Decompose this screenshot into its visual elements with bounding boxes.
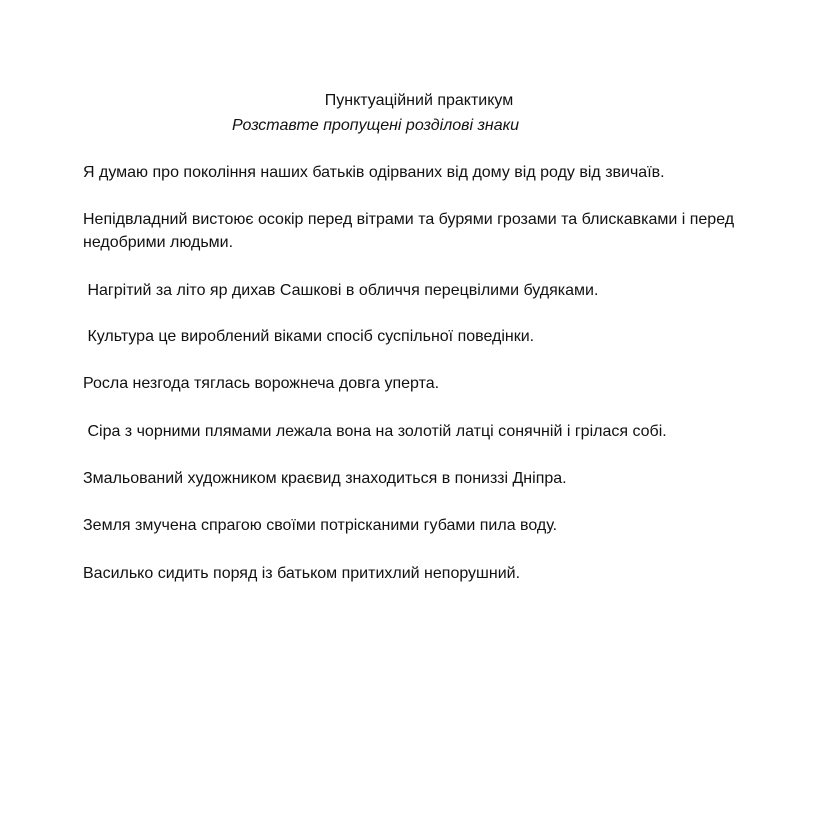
exercise-sentence: Росла незгода тяглась ворожнеча довга уперта. <box>83 375 440 392</box>
document-title: Пунктуаційний практикум <box>324 92 514 109</box>
exercise-sentence: Василько сидить поряд із батьком притихлий непорушний. <box>83 565 521 582</box>
exercise-sentence: Нагрітий за літо яр дихав Сашкові в обличчя перецвілими будяками. <box>83 282 599 299</box>
exercise-sentence: Земля змучена спрагою своїми потрісканими губами пила воду. <box>83 517 558 534</box>
exercise-sentence: Непідвладний вистоює осокір перед вітрами та бурями грозами та блискавками і перед недобрими людьми. <box>83 211 739 251</box>
exercise-sentence: Я думаю про покоління наших батьків одірваних від дому від роду від звичаїв. <box>83 164 665 181</box>
exercise-instruction: Розставте пропущені розділові знаки <box>232 117 520 134</box>
exercise-sentence: Змальований художником краєвид знаходиться в пониззі Дніпра. <box>83 470 567 487</box>
exercise-sentence: Сіра з чорними плямами лежала вона на золотій латці сонячній і грілася собі. <box>83 423 667 440</box>
exercise-sentence: Культура це вироблений віками спосіб суспільної поведінки. <box>83 328 535 345</box>
